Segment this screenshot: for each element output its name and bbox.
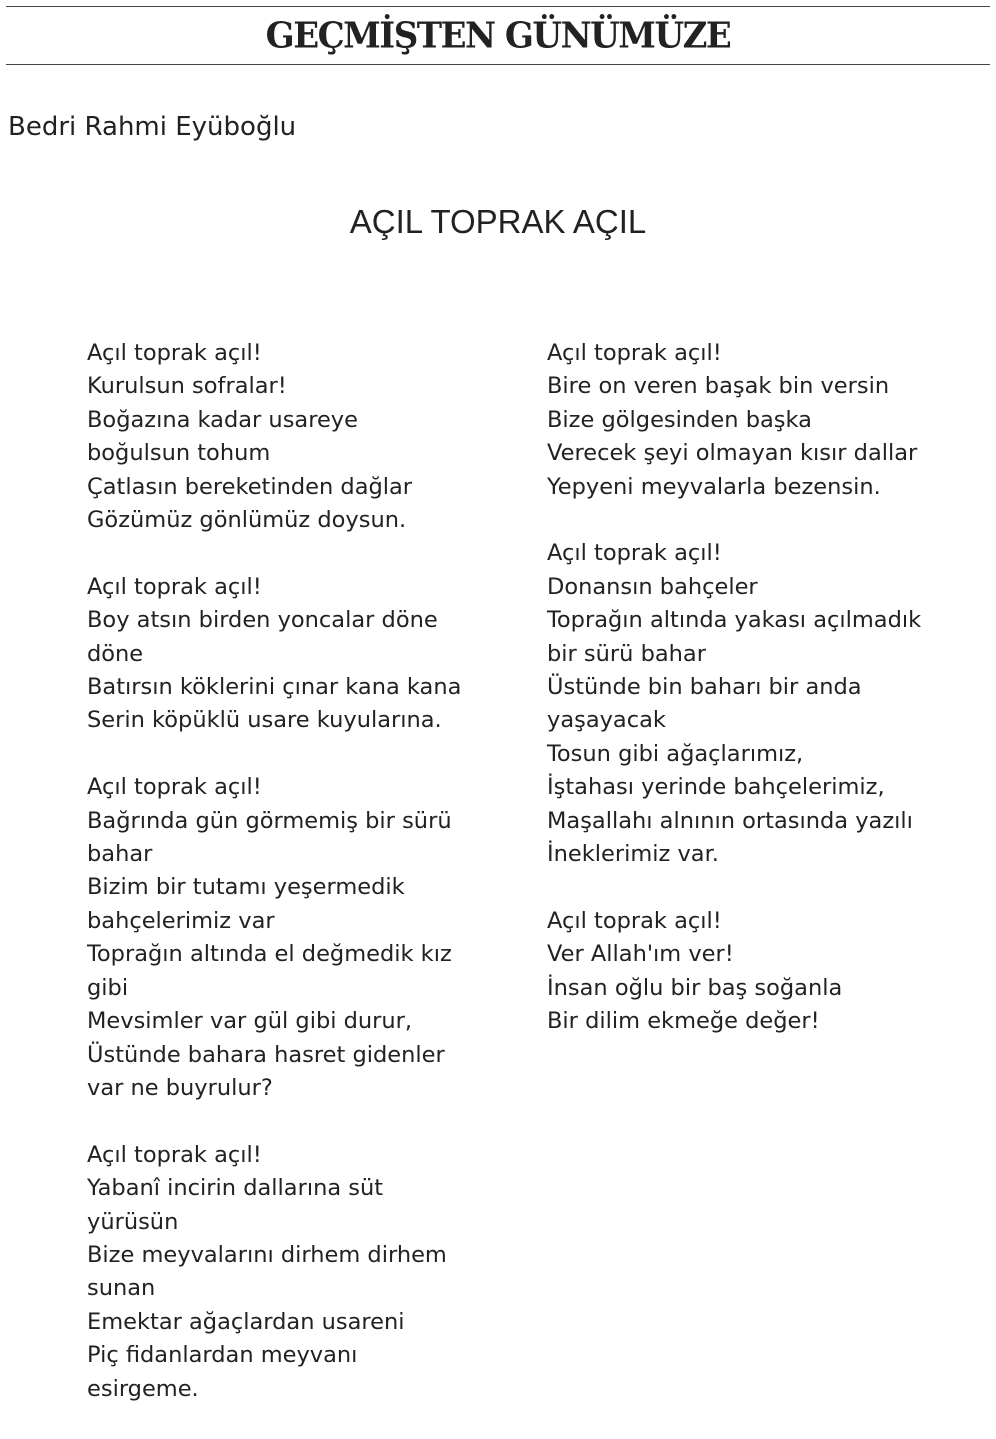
poem-line: esirgeme.: [87, 1375, 199, 1402]
poem-line: bahar: [87, 841, 153, 868]
header-title: GEÇMİŞTEN GÜNÜMÜZE: [265, 14, 731, 57]
poem-line: Boy atsın birden yoncalar döne: [87, 607, 438, 634]
poem-line: İneklerimiz var.: [547, 841, 719, 868]
poem-line: Bire on veren başak bin versin: [547, 373, 890, 400]
poem-stanza: [547, 905, 987, 1039]
poem-line: Mevsimler var gül gibi durur,: [87, 1008, 413, 1035]
poem-line: Toprağın altında el değmedik kız: [87, 941, 452, 968]
poem-line: yaşayacak: [547, 707, 666, 734]
poem-line: Bağrında gün görmemiş bir sürü: [87, 807, 452, 834]
poem-line: Yepyeni meyvalarla bezensin.: [547, 473, 881, 500]
poem-line: İştahası yerinde bahçelerimiz,: [547, 774, 885, 801]
poem-line: Yabanî incirin dallarına süt: [87, 1175, 384, 1202]
poem-line: Maşallahı alnının ortasında yazılı: [547, 807, 913, 834]
poem-stanza: [547, 337, 987, 504]
poem-line: Toprağın altında yakası açılmadık: [547, 607, 922, 634]
poem-line: Açıl toprak açıl!: [547, 540, 722, 567]
author-name: Bedri Rahmi Eyüboğlu: [8, 112, 297, 142]
poem-line: Açıl toprak açıl!: [87, 340, 262, 366]
poem-line: boğulsun tohum: [87, 440, 271, 467]
poem-line: Kurulsun sofralar!: [87, 373, 287, 400]
poem-line: Açıl toprak açıl!: [87, 1141, 262, 1168]
poem-line: Tosun gibi ağaçlarımız,: [547, 740, 804, 767]
poem-line: bir sürü bahar: [547, 640, 706, 667]
poem-line: Açıl toprak açıl!: [87, 573, 262, 600]
poem-line: Boğazına kadar usareye: [87, 406, 358, 433]
poem-line: Ver Allah'ım ver!: [547, 941, 734, 968]
poem-right-column: [547, 337, 987, 1072]
poem-line: var ne buyrulur?: [87, 1074, 273, 1101]
page-header: [6, 6, 990, 65]
poem-title: AÇIL TOPRAK AÇIL: [349, 203, 647, 240]
poem-line: Bize gölgesinden başka: [547, 406, 812, 433]
poem-line: Piç fidanlardan meyvanı: [87, 1342, 358, 1369]
poem-line: İnsan oğlu bir baş soğanla: [547, 974, 843, 1001]
poem-line: Bizim bir tutamı yeşermedik: [87, 874, 405, 901]
poem-line: sunan: [87, 1275, 156, 1302]
poem-line: Gözümüz gönlümüz doysun.: [87, 507, 407, 534]
poem-stanza: [547, 537, 987, 871]
poem-line: Çatlasın bereketinden dağlar: [87, 473, 413, 500]
poem-stanza: [87, 337, 507, 537]
poem-line: döne: [87, 640, 144, 667]
poem-line: Donansın bahçeler: [547, 573, 758, 600]
poem-line: Bir dilim ekmeğe değer!: [547, 1008, 820, 1035]
poem-line: Verecek şeyi olmayan kısır dallar: [547, 440, 918, 467]
poem-line: yürüsün: [87, 1208, 179, 1235]
poem-line: Bize meyvalarını dirhem dirhem: [87, 1241, 447, 1268]
poem-line: Batırsın köklerini çınar kana kana: [87, 674, 462, 701]
poem-line: Üstünde bin baharı bir anda: [547, 674, 862, 701]
poem-stanza: [87, 771, 507, 1105]
poem-line: Açıl toprak açıl!: [87, 774, 262, 801]
poem-stanza: [87, 571, 507, 738]
poem-line: gibi: [87, 974, 129, 1001]
poem-line: Serin köpüklü usare kuyularına.: [87, 707, 442, 734]
poem-stanza: [87, 1139, 507, 1406]
poem-line: Üstünde bahara hasret gidenler: [87, 1041, 445, 1068]
poem-line: Emektar ağaçlardan usareni: [87, 1308, 405, 1335]
poem-left-column: [87, 337, 507, 1439]
poem-line: Açıl toprak açıl!: [547, 907, 722, 934]
poem-line: Açıl toprak açıl!: [547, 340, 722, 366]
poem-line: bahçelerimiz var: [87, 907, 275, 934]
